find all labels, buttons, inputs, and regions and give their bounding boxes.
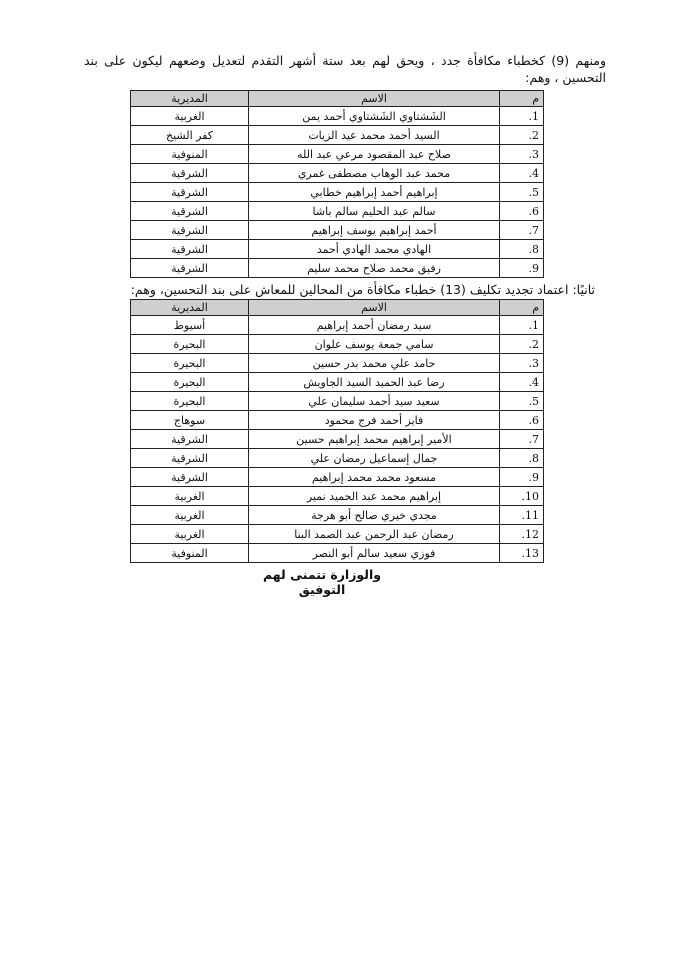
row-directorate: الغربية [131, 506, 249, 525]
row-directorate: الشرقية [131, 183, 249, 202]
table-row [131, 183, 544, 202]
row-directorate: أسيوط [131, 316, 249, 335]
table-row [131, 354, 544, 373]
table-row [131, 221, 544, 240]
table-row [131, 525, 544, 544]
row-directorate: البحيرة [131, 392, 249, 411]
row-number: 13. [500, 544, 544, 563]
table-row [131, 240, 544, 259]
row-number: 5. [500, 392, 544, 411]
row-directorate: البحيرة [131, 373, 249, 392]
row-name: فايز أحمد فرج محمود [249, 411, 500, 430]
row-name: أحمد إبراهيم يوسف إبراهيم [249, 221, 500, 240]
row-number: 10. [500, 487, 544, 506]
table-row [131, 107, 544, 126]
row-number: 7. [500, 221, 544, 240]
row-number: 2. [500, 335, 544, 354]
row-name: إبراهيم محمد عبد الحميد نمير [249, 487, 500, 506]
table-row [131, 544, 544, 563]
table-row [131, 430, 544, 449]
row-directorate: المنوفية [131, 145, 249, 164]
row-number: 7. [500, 430, 544, 449]
row-name: سعيد سيد أحمد سليمان علي [249, 392, 500, 411]
row-number: 11. [500, 506, 544, 525]
row-directorate: البحيرة [131, 335, 249, 354]
table-row [131, 411, 544, 430]
row-directorate: كفر الشيخ [131, 126, 249, 145]
header-number: م [500, 91, 544, 107]
row-number: 1. [500, 316, 544, 335]
table-header-row [131, 300, 544, 316]
row-directorate: الشرقية [131, 240, 249, 259]
row-name: رمضان عبد الرحمن عبد الصمد البنا [249, 525, 500, 544]
row-name: محمد عبد الوهاب مصطفى غمري [249, 164, 500, 183]
table-header-row [131, 91, 544, 107]
row-name: إبراهيم أحمد إبراهيم خطابي [249, 183, 500, 202]
row-number: 5. [500, 183, 544, 202]
row-number: 8. [500, 449, 544, 468]
row-number: 12. [500, 525, 544, 544]
row-name: فوزي سعيد سالم أبو النصر [249, 544, 500, 563]
row-name: الشَشتاوي الشَشتاوي أحمد يمن [249, 107, 500, 126]
row-name: الأمير إبراهيم محمد إبراهيم حسين [249, 430, 500, 449]
row-number: 9. [500, 468, 544, 487]
row-directorate: الشرقية [131, 449, 249, 468]
row-name: مجدي خيري صالح أبو هرجة [249, 506, 500, 525]
table-row [131, 259, 544, 278]
row-directorate: الغربية [131, 107, 249, 126]
row-number: 8. [500, 240, 544, 259]
table-row [131, 145, 544, 164]
section-two-heading: ثانيًا: اعتماد تجديد تكليف (13) خطباء مكافأة من المحالين للمعاش على بند التحسين، وهم: [130, 282, 595, 297]
table-row [131, 487, 544, 506]
row-directorate: المنوفية [131, 544, 249, 563]
table-row [131, 449, 544, 468]
closing-line: والوزارة تتمنى لهم التوفيق [262, 567, 382, 597]
row-name: مسعود محمد محمد إبراهيم [249, 468, 500, 487]
row-directorate: الشرقية [131, 202, 249, 221]
table-row [131, 506, 544, 525]
table-renewed-preachers [130, 299, 544, 563]
row-directorate: سوهاج [131, 411, 249, 430]
row-number: 3. [500, 145, 544, 164]
table-row [131, 335, 544, 354]
row-directorate: الغربية [131, 525, 249, 544]
header-name: الاسم [249, 91, 500, 107]
row-number: 4. [500, 373, 544, 392]
table-row [131, 316, 544, 335]
row-name: سامي جمعة يوسف علوان [249, 335, 500, 354]
row-name: حامد علي محمد بدر حسين [249, 354, 500, 373]
row-name: السيد أحمد محمد عيد الزيات [249, 126, 500, 145]
table-row [131, 126, 544, 145]
row-number: 1. [500, 107, 544, 126]
row-directorate: الشرقية [131, 259, 249, 278]
row-number: 3. [500, 354, 544, 373]
row-number: 4. [500, 164, 544, 183]
row-directorate: الشرقية [131, 164, 249, 183]
row-number: 6. [500, 202, 544, 221]
intro-paragraph: ومنهم (9) كخطباء مكافأة جدد ، ويحق لهم بعد ستة أشهر التقدم لتعديل وضعهم ليكون على بند التحسين ، وهم: [84, 53, 606, 85]
row-directorate: الغربية [131, 487, 249, 506]
table-row [131, 202, 544, 221]
row-name: رضا عبد الحميد السيد الجاويش [249, 373, 500, 392]
row-name: رفيق محمد صلاح محمد سليم [249, 259, 500, 278]
row-name: الهادي محمد الهادي أحمد [249, 240, 500, 259]
row-name: صلاح عبد المقصود مرعي عبد الله [249, 145, 500, 164]
table-row [131, 468, 544, 487]
row-directorate: الشرقية [131, 221, 249, 240]
row-directorate: البحيرة [131, 354, 249, 373]
header-number: م [500, 300, 544, 316]
row-name: سالم عبد الحليم سالم باشا [249, 202, 500, 221]
row-directorate: الشرقية [131, 430, 249, 449]
header-directorate: المديرية [131, 91, 249, 107]
row-name: سيد رمضان أحمد إبراهيم [249, 316, 500, 335]
header-name: الاسم [249, 300, 500, 316]
table-new-preachers [130, 90, 544, 278]
row-number: 9. [500, 259, 544, 278]
row-number: 6. [500, 411, 544, 430]
row-name: جمال إسماعيل رمضان علي [249, 449, 500, 468]
table-row [131, 373, 544, 392]
row-number: 2. [500, 126, 544, 145]
table-row [131, 164, 544, 183]
table-row [131, 392, 544, 411]
row-directorate: الشرقية [131, 468, 249, 487]
header-directorate: المديرية [131, 300, 249, 316]
